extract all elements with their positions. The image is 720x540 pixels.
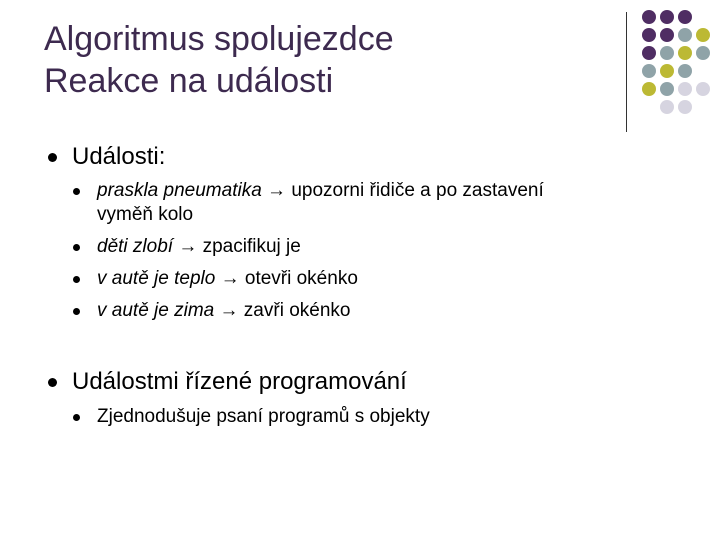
arrow: → bbox=[215, 268, 245, 289]
dot bbox=[642, 46, 656, 60]
sub-item-zjednodusuje: Zjednodušuje psaní programů s objekty bbox=[97, 406, 430, 427]
action-text: zavři okénko bbox=[243, 300, 351, 321]
dot bbox=[678, 46, 692, 60]
bullet-programovani: Událostmi řízené programování bbox=[72, 368, 407, 395]
dot bbox=[678, 10, 692, 24]
decorative-divider bbox=[626, 12, 627, 132]
sub-bullet-icon bbox=[73, 414, 80, 421]
dot bbox=[678, 28, 692, 42]
dot bbox=[678, 100, 692, 114]
dot bbox=[642, 82, 656, 96]
dot bbox=[660, 82, 674, 96]
dot bbox=[696, 28, 710, 42]
sub-item-praskla-cont: vyměň kolo bbox=[97, 204, 194, 225]
arrow: → bbox=[261, 180, 292, 201]
sub-item-deti bbox=[97, 236, 301, 258]
bullet-icon bbox=[48, 153, 57, 162]
dot bbox=[696, 46, 710, 60]
action-text: upozorni řidiče a po zastavení bbox=[291, 180, 544, 201]
event-text: v autě je zima bbox=[97, 300, 215, 321]
title-line-2: Reakce na události bbox=[44, 62, 334, 100]
dot bbox=[678, 82, 692, 96]
sub-item-teplo bbox=[97, 268, 358, 290]
dot bbox=[660, 46, 674, 60]
sub-item-zima bbox=[97, 300, 350, 322]
dot bbox=[696, 82, 710, 96]
arrow: → bbox=[214, 300, 244, 321]
sub-item-praskla bbox=[97, 180, 544, 202]
sub-bullet-icon bbox=[73, 308, 80, 315]
decorative-dot-grid bbox=[640, 10, 720, 122]
action-text: otevři okénko bbox=[244, 268, 358, 289]
dot bbox=[678, 64, 692, 78]
dot bbox=[642, 10, 656, 24]
bullet-udalosti: Události: bbox=[72, 143, 166, 170]
event-text: v autě je teplo bbox=[97, 268, 216, 289]
dot bbox=[660, 28, 674, 42]
dot bbox=[660, 10, 674, 24]
action-text: zpacifikuj je bbox=[202, 236, 301, 257]
dot bbox=[660, 64, 674, 78]
sub-bullet-icon bbox=[73, 188, 80, 195]
event-text: děti zlobí bbox=[97, 236, 174, 257]
sub-bullet-icon bbox=[73, 276, 80, 283]
event-text: praskla pneumatika bbox=[97, 180, 262, 201]
title-line-1: Algoritmus spolujezdce bbox=[44, 20, 394, 58]
sub-bullet-icon bbox=[73, 244, 80, 251]
arrow: → bbox=[173, 236, 203, 257]
dot bbox=[660, 100, 674, 114]
dot bbox=[642, 64, 656, 78]
bullet-icon bbox=[48, 378, 57, 387]
dot bbox=[642, 28, 656, 42]
slide-title bbox=[44, 18, 394, 102]
